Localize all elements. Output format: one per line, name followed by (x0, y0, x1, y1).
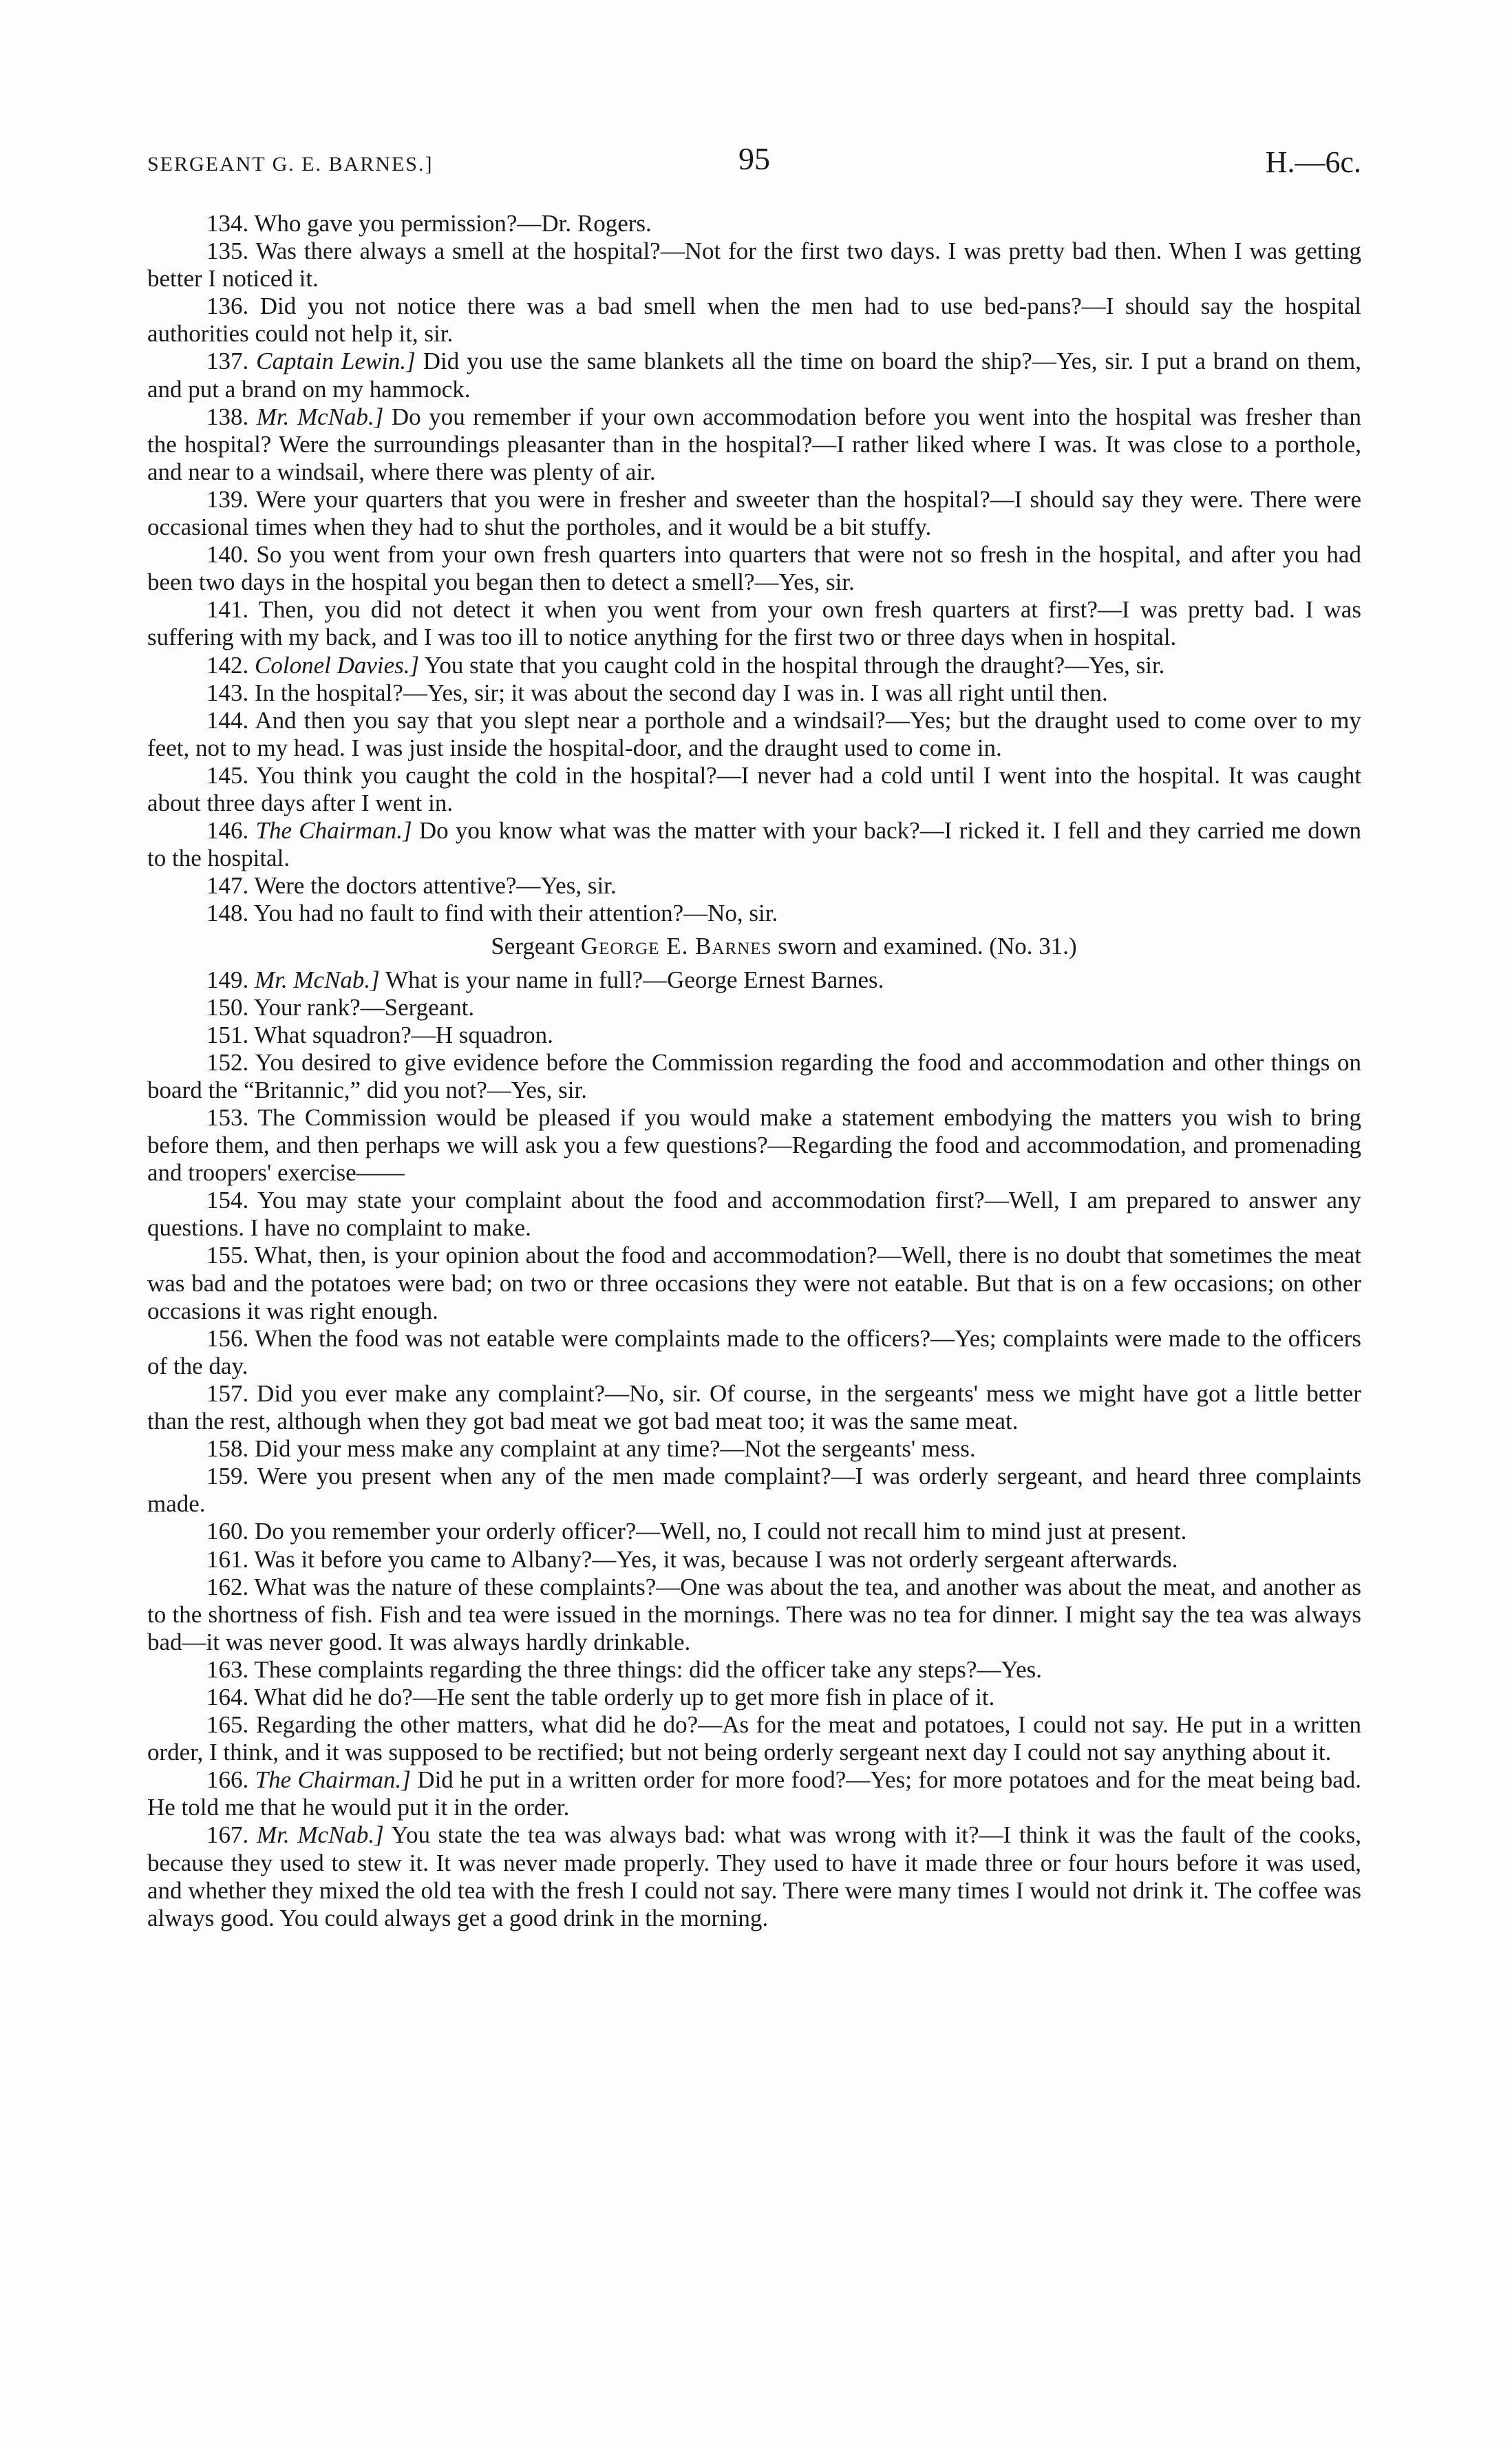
testimony-text: You think you caught the cold in the hospital?—I never had a cold until I went into the hospital. It was caught about three days after I went in. (147, 761, 1362, 816)
testimony-text: In the hospital?—Yes, sir; it was about the second day I was in. I was all right until then. (255, 679, 1108, 706)
testimony-text: You may state your complaint about the food and accommodation first?—Well, I am prepared to answer any questions. I have no complaint to make. (147, 1187, 1362, 1242)
question-number: 163. (206, 1655, 249, 1683)
question-number: 150. (206, 993, 249, 1021)
question-number: 157. (206, 1379, 249, 1407)
question-number: 152. (206, 1048, 249, 1076)
testimony-paragraph (147, 762, 1361, 817)
testimony-text: You state that you caught cold in the hospital through the draught?—Yes, sir. (424, 651, 1165, 679)
speaker-name: Mr. McNab.] (256, 1821, 384, 1849)
testimony-text: Your rank?—Sergeant. (253, 993, 475, 1021)
testimony-paragraph (147, 1435, 1361, 1463)
question-number: 134. (206, 210, 249, 237)
testimony-paragraph (147, 293, 1361, 348)
question-number: 139. (206, 485, 249, 513)
question-number: 135. (206, 237, 249, 265)
testimony-text: You state the tea was always bad: what was wrong with it?—I think it was the fault of the cooks, because they used to stew it. It was never made properly. They used to have it made three or four hours before it was used, and whether they mixed the old tea with the fresh I could not say. There were many times I would not drink it. The coffee was always good. You could always get a good drink in the morning. (147, 1821, 1362, 1931)
speaker-name: Captain Lewin.] (256, 348, 416, 375)
testimony-paragraph (147, 1325, 1361, 1380)
question-number: 147. (206, 872, 249, 900)
testimony-text: What did he do?—He sent the table orderly up to get more fish in place of it. (254, 1683, 995, 1710)
heading-name: George E. Barnes (580, 933, 772, 960)
page-header (147, 138, 1361, 186)
question-number: 156. (206, 1324, 249, 1352)
testimony-paragraph (147, 1656, 1361, 1684)
testimony-text: When the food was not eatable were complaints made to the officers?—Yes; complaints were made to the officers of the day. (147, 1324, 1361, 1379)
testimony-paragraph (147, 1021, 1361, 1049)
testimony-text: What squadron?—H squadron. (254, 1021, 553, 1048)
testimony-paragraph (147, 1574, 1361, 1656)
question-number: 144. (206, 706, 249, 734)
question-number: 143. (206, 679, 249, 706)
testimony-text: Were the doctors attentive?—Yes, sir. (254, 872, 617, 900)
testimony-text: The Commission would be pleased if you would make a statement embodying the matters you wish to bring before them, and then perhaps we will ask you a few questions?—Regarding the food and accommodation, and promenading and troopers' exercise—— (147, 1104, 1361, 1187)
testimony-text: Did your mess make any complaint at any time?—Not the sergeants' mess. (255, 1435, 976, 1463)
testimony-paragraph (147, 900, 1361, 927)
testimony-text: What, then, is your opinion about the food and accommodation?—Well, there is no doubt that sometimes the meat was bad and the potatoes were bad; on two or three occasions they were not eatable. But that is on a few occasions; on other occasions it was right enough. (147, 1242, 1361, 1324)
testimony-block-1 (147, 210, 1361, 927)
question-number: 138. (206, 403, 249, 430)
testimony-paragraph (147, 679, 1361, 707)
testimony-paragraph (147, 210, 1361, 237)
testimony-text: Do you remember your orderly officer?—Well, no, I could not recall him to mind just at present. (255, 1518, 1187, 1545)
question-number: 145. (206, 761, 249, 789)
testimony-text: Were your quarters that you were in fresher and sweeter than the hospital?—I should say they were. There were occasional times when they had to shut the portholes, and it would be a bit stuffy. (147, 485, 1361, 541)
question-number: 149. (206, 966, 249, 993)
testimony-paragraph (147, 966, 1361, 994)
question-number: 136. (206, 293, 249, 320)
testimony-text: So you went from your own fresh quarters into quarters that were not so fresh in the hospital, and after you had been two days in the hospital you began then to detect a smell?—Yes, sir. (147, 541, 1362, 596)
testimony-paragraph (147, 596, 1361, 651)
testimony-paragraph (147, 237, 1361, 293)
testimony-paragraph (147, 403, 1361, 486)
testimony-text: Regarding the other matters, what did he do?—As for the meat and potatoes, I could not say. He put in a written order, I think, and it was supposed to be rectified; but not being orderly sergeant next day I could not say anything about it. (147, 1711, 1362, 1766)
testimony-paragraph (147, 1684, 1361, 1711)
testimony-paragraph (147, 486, 1361, 541)
question-number: 159. (206, 1463, 249, 1490)
running-head: SERGEANT G. E. BARNES.] (147, 153, 434, 176)
question-number: 165. (206, 1711, 249, 1739)
testimony-paragraph (147, 872, 1361, 900)
question-number: 141. (206, 596, 249, 624)
speaker-name: The Chairman.] (255, 1766, 411, 1794)
testimony-text: Was it before you came to Albany?—Yes, it was, because I was not orderly sergeant afterwards. (254, 1545, 1178, 1573)
question-number: 140. (206, 541, 249, 569)
testimony-paragraph (147, 994, 1361, 1021)
testimony-text: What is your name in full?—George Ernest Barnes. (385, 966, 884, 993)
question-number: 155. (206, 1242, 249, 1269)
page-body (147, 210, 1361, 1932)
question-number: 167. (206, 1821, 249, 1849)
testimony-text: Did you not notice there was a bad smell when the men had to use bed-pans?—I should say the hospital authorities could not help it, sir. (147, 293, 1361, 348)
page-number: 95 (738, 141, 770, 176)
testimony-paragraph (147, 707, 1361, 762)
testimony-paragraph (147, 1463, 1361, 1518)
question-number: 153. (206, 1104, 249, 1131)
question-number: 137. (206, 348, 249, 375)
testimony-text: Then, you did not detect it when you went from your own fresh quarters at first?—I was pretty bad. I was suffering with my back, and I was too ill to notice anything for the first two or three days when in hospital. (147, 596, 1361, 651)
testimony-block-2 (147, 966, 1361, 1932)
testimony-paragraph (147, 1187, 1361, 1242)
testimony-text: Did you ever make any complaint?—No, sir. Of course, in the sergeants' mess we might have got a little better than the rest, although when they got bad meat we got bad meat too; it was the same meat. (147, 1379, 1361, 1435)
speaker-name: Mr. McNab.] (256, 403, 384, 430)
question-number: 142. (206, 651, 249, 679)
testimony-paragraph (147, 1766, 1361, 1821)
question-number: 151. (206, 1021, 249, 1048)
testimony-text: Were you present when any of the men made complaint?—I was orderly sergeant, and heard three complaints made. (147, 1463, 1361, 1518)
testimony-paragraph (147, 817, 1361, 872)
testimony-paragraph (147, 348, 1361, 403)
question-number: 148. (206, 900, 249, 927)
testimony-text: Do you know what was the matter with your back?—I ricked it. I fell and they carried me down to the hospital. (147, 817, 1361, 872)
testimony-paragraph (147, 1711, 1361, 1766)
testimony-paragraph (147, 1242, 1361, 1324)
question-number: 154. (206, 1187, 249, 1214)
testimony-paragraph (147, 1380, 1361, 1435)
question-number: 164. (206, 1683, 249, 1710)
heading-prefix: Sergeant (491, 933, 575, 960)
testimony-paragraph (147, 541, 1361, 596)
testimony-text: And then you say that you slept near a porthole and a windsail?—Yes; but the draught used to come over to my feet, not to my head. I was just inside the hospital-door, and the draught used to come in. (147, 706, 1361, 761)
question-number: 162. (206, 1573, 249, 1600)
speaker-name: The Chairman.] (255, 817, 412, 845)
testimony-paragraph (147, 1546, 1361, 1574)
testimony-text: You had no fault to find with their attention?—No, sir. (253, 900, 778, 927)
testimony-text: Did you use the same blankets all the time on board the ship?—Yes, sir. I put a brand on them, and put a brand on my hammock. (147, 348, 1361, 403)
testimony-paragraph (147, 1049, 1361, 1104)
testimony-text: Was there always a smell at the hospital?—Not for the first two days. I was pretty bad then. When I was getting better I noticed it. (147, 237, 1362, 293)
section-heading (147, 933, 1361, 960)
question-number: 166. (206, 1766, 249, 1794)
testimony-text: These complaints regarding the three things: did the officer take any steps?—Yes. (254, 1655, 1043, 1683)
question-number: 158. (206, 1435, 249, 1463)
question-number: 146. (206, 817, 249, 845)
question-number: 161. (206, 1545, 249, 1573)
testimony-text: What was the nature of these complaints?—One was about the tea, and another was about the meat, and another as to the shortness of fish. Fish and tea were issued in the mornings. There was no tea for dinner. I might say the tea was always bad—it was never good. It was always hardly drinkable. (147, 1573, 1362, 1655)
heading-suffix: sworn and examined. (No. 31.) (778, 933, 1077, 960)
speaker-name: Colonel Davies.] (255, 651, 420, 679)
question-number: 160. (206, 1518, 249, 1545)
testimony-paragraph (147, 1518, 1361, 1545)
speaker-name: Mr. McNab.] (255, 966, 380, 993)
testimony-paragraph (147, 652, 1361, 679)
testimony-paragraph (147, 1104, 1361, 1187)
document-reference: H.—6c. (1265, 145, 1361, 179)
testimony-text: Did he put in a written order for more food?—Yes; for more potatoes and for the meat being bad. He told me that he would put it in the order. (147, 1766, 1362, 1821)
testimony-paragraph (147, 1821, 1361, 1931)
testimony-text: You desired to give evidence before the Commission regarding the food and accommodation and other things on board the “Britannic,” did you not?—Yes, sir. (147, 1048, 1361, 1103)
testimony-text: Do you remember if your own accommodation before you went into the hospital was fresher than the hospital? Were the surroundings pleasanter than in the hospital?—I rather liked where I was. It was close to a porthole, and near to a windsail, where there was plenty of air. (147, 403, 1362, 485)
testimony-text: Who gave you permission?—Dr. Rogers. (254, 210, 652, 237)
